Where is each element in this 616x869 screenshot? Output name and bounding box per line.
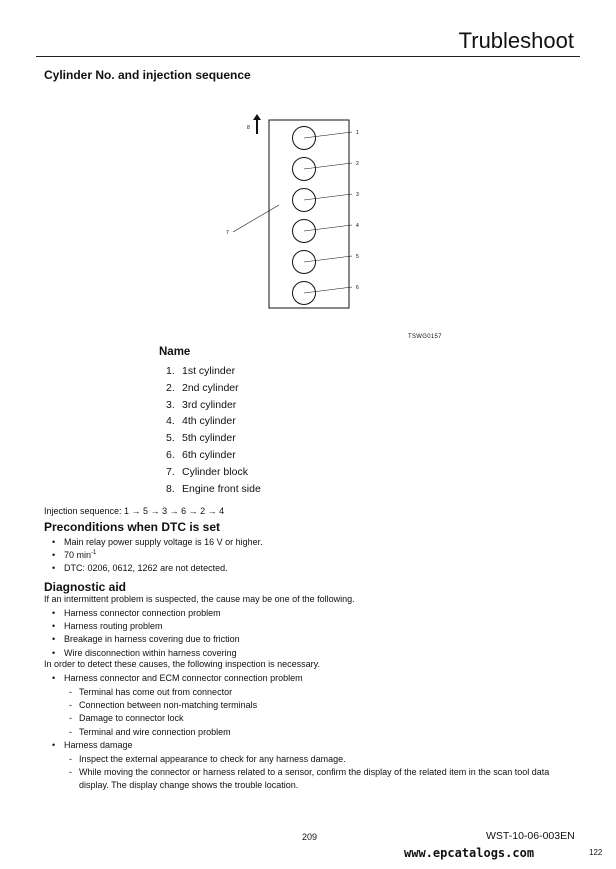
legend-item-number: 7. [166,465,175,478]
page-number: 209 [302,832,318,842]
callout-7-leader [233,205,279,232]
callout-5-leader [304,256,352,262]
legend-item [166,380,261,397]
list-item [52,536,263,549]
detect-intro: In order to detect these causes, the following inspection is necessary. [44,659,320,669]
list-item: • Harness connector connection problem [52,607,240,620]
legend-item [166,464,261,481]
legend-item [166,447,261,464]
watermark-text: www.epcatalogs.com [404,846,535,860]
inspection-list-1 [52,672,303,685]
legend-item [166,481,261,498]
legend-item-label: 4th cylinder [182,415,236,428]
legend-item-label: Engine front side [182,482,261,495]
document-code: WST-10-06-003EN [486,830,575,842]
legend-item [166,430,261,447]
page-header-title: Trubleshoot [458,28,574,53]
callout-8: 8 [247,125,250,131]
callout-2-leader [304,163,352,169]
sub-list-item: - Terminal and wire connection problem [69,726,529,739]
inspection-list-2 [52,739,133,752]
list-item [52,562,263,575]
legend-item-label: 1st cylinder [182,365,236,377]
superscript: -1 [91,550,97,557]
callout-5: 5 [356,254,359,260]
list-item: • Harness damage [52,739,133,752]
inspection-1-sublist [69,686,529,739]
injection-sequence: Injection sequence: 1 → 5 → 3 → 6 → 2 → 4 [44,506,225,516]
legend-item-label: 3rd cylinder [182,398,237,411]
legend-list [166,363,261,497]
list-item: • Harness connector and ECM connector connection problem [52,672,303,685]
diagnostic-intro: If an intermittent problem is suspected, the cause may be one of the following. [44,594,355,604]
preconditions-heading: Preconditions when DTC is set [44,520,221,534]
list-item-text: 70 min [64,550,92,561]
sub-list-item: - Inspect the external appearance to check for any harness damage. [69,753,574,766]
sub-list-item: - Damage to connector lock [69,712,529,725]
legend-title: Name [159,346,191,358]
legend-item-number: 3. [166,398,175,411]
legend-item-label: 2nd cylinder [182,381,239,394]
section-title: Cylinder No. and injection sequence [44,68,251,82]
list-item-text: Main relay power supply voltage is 16 V or higher. [64,537,263,547]
sub-list-item: - While moving the connector or harness related to a sensor, confirm the display of the related item in the scan tool data display. The display change shows the trouble location. [69,766,574,792]
callout-7: 7 [226,230,229,236]
legend-item-number: 4. [166,415,175,428]
callout-2: 2 [356,161,359,167]
diagnostic-aid-heading: Diagnostic aid [44,580,127,594]
sub-list-item: - Terminal has come out from connector [69,686,529,699]
cause-list [52,607,240,660]
legend-item [166,397,261,414]
legend-item-number: 2. [166,381,175,394]
cylinder-layout-diagram [220,110,380,320]
list-item: • Breakage in harness covering due to friction [52,633,240,646]
list-item: • Harness routing problem [52,620,240,633]
legend-item-label: 5th cylinder [182,432,236,445]
callout-6: 6 [356,285,359,291]
legend-item-label: Cylinder block [182,465,248,478]
legend-item-number: 1. [166,365,175,377]
side-page-number: 122 [589,848,603,857]
list-item [52,549,263,562]
callout-4: 4 [356,223,359,229]
legend-item [166,363,261,380]
list-item: • Wire disconnection within harness covering [52,647,240,660]
sub-list-item: - Connection between non-matching terminals [69,699,529,712]
list-item-text: DTC: 0206, 0612, 1262 are not detected. [64,563,228,574]
callout-3: 3 [356,192,359,198]
callout-1: 1 [356,130,359,136]
callout-4-leader [304,225,352,231]
callout-6-leader [304,287,352,293]
legend-item-number: 5. [166,432,175,445]
legend-item [166,413,261,430]
legend-item-number: 6. [166,448,175,461]
front-side-arrow [253,114,261,134]
preconditions-list [52,536,263,576]
callout-1-leader [304,132,352,138]
legend-item-number: 8. [166,482,175,495]
figure-id: TSWG0157 [408,334,442,340]
inspection-2-sublist [69,753,574,793]
legend-item-label: 6th cylinder [182,448,236,461]
header-divider [36,56,580,57]
callout-3-leader [304,194,352,200]
